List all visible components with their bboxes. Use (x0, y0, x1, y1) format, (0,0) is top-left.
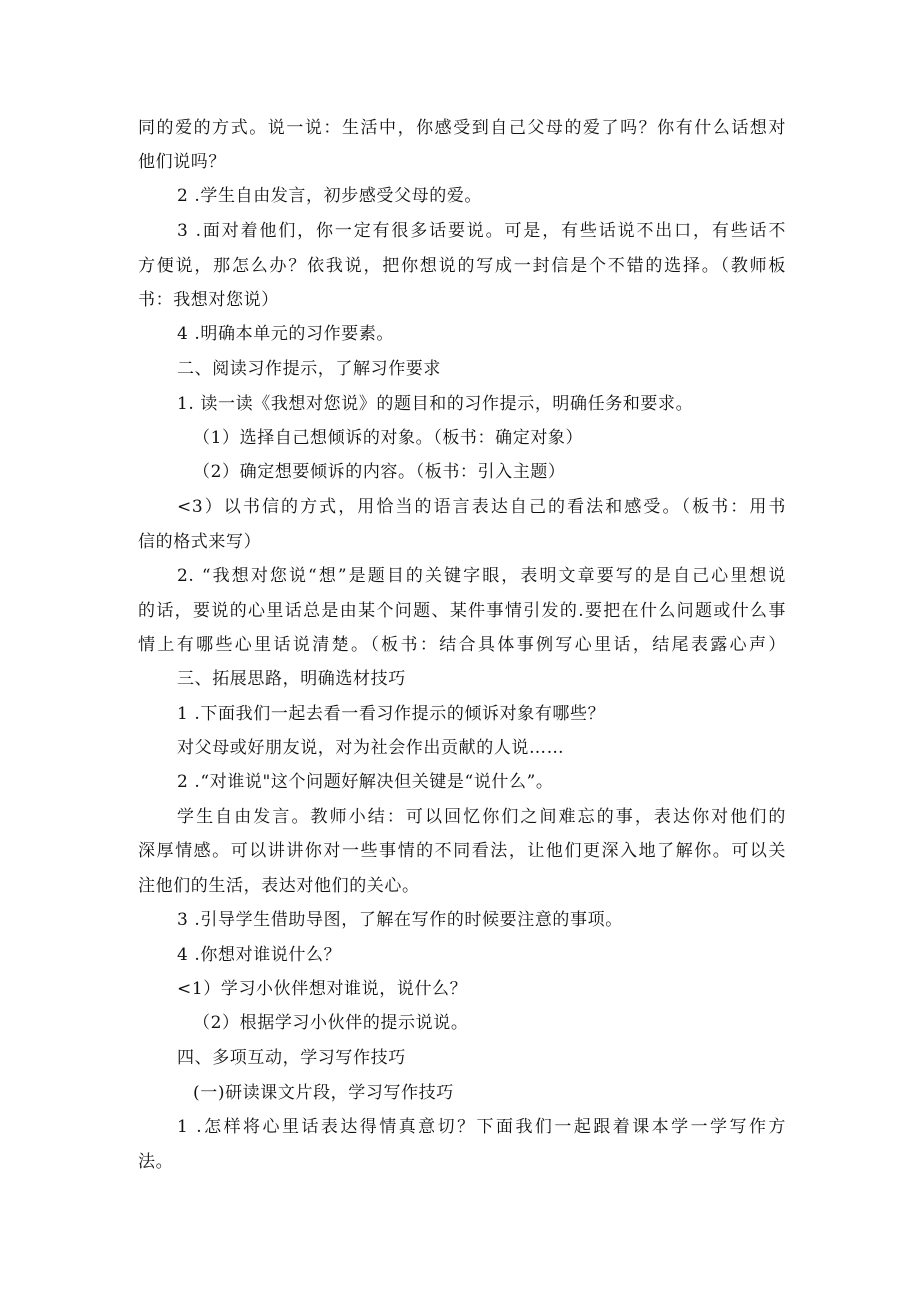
section-heading: 四、多项互动，学习写作技巧 (177, 1048, 406, 1068)
text-line: 1 .下面我们一起去看一看习作提示的倾诉对象有哪些？ (177, 704, 606, 724)
text-line: 信的格式来写） (138, 532, 262, 552)
text-line: 4 .你想对谁说什么？ (177, 945, 342, 965)
text-line: 2 .“对谁说"这个问题好解决但关键是“说什么”。 (177, 772, 554, 792)
text-line: 2 .学生自由发言，初步感受父母的爱。 (177, 186, 483, 206)
text-line: 2. “我想对您说“想”是题目的关键字眼，表明文章要写的是自己心里想说 (177, 566, 786, 586)
text-line: <3）以书信的方式，用恰当的语言表达自己的看法和感受。（板书：用书 (177, 497, 786, 517)
text-line: 他们说吗？ (138, 152, 226, 172)
text-line: 的话，要说的心里话总是由某个问题、某件事情引发的.要把在什么问题或什么事 (138, 601, 786, 621)
section-heading: 三、拓展思路，明确选材技巧 (177, 669, 406, 689)
text-line: 4 .明确本单元的习作要素。 (177, 324, 395, 344)
text-line: 1 .怎样将心里话表达得情真意切？下面我们一起跟着课本学一学写作方 (177, 1117, 786, 1137)
text-line: （2）根据学习小伙伴的提示说说。 (193, 1013, 469, 1033)
text-line: 对父母或好朋友说，对为社会作出贡献的人说…… (177, 738, 565, 758)
section-heading: 二、阅读习作提示，了解习作要求 (177, 359, 441, 379)
text-line: 3 .面对着他们，你一定有很多话要说。可是，有些话说不出口，有些话不 (177, 221, 786, 241)
text-line: 法。 (138, 1152, 174, 1172)
text-line: 情上有哪些心里话说清楚。（板书：结合具体事例写心里话，结尾表露心声） (138, 635, 786, 655)
text-line: 3 .引导学生借助导图，了解在写作的时候要注意的事项。 (177, 910, 623, 930)
text-line: 注他们的生活，表达对他们的关心。 (138, 876, 420, 896)
text-line: <1）学习小伙伴想对谁说，说什么？ (177, 979, 468, 999)
subsection-heading: (一)研读课文片段，学习写作技巧 (193, 1083, 454, 1103)
text-line: 学生自由发言。教师小结：可以回忆你们之间难忘的事，表达你对他们的 (177, 807, 786, 827)
text-line: （1）选择自己想倾诉的对象。（板书：确定对象） (193, 428, 584, 448)
text-line: （2）确定想要倾诉的内容。（板书：引入主题） (193, 462, 566, 482)
text-line: 书：我想对您说） (138, 290, 279, 310)
text-line: 方便说，那怎么办？依我说，把你想说的写成一封信是个不错的选择。（教师板 (138, 256, 786, 276)
text-line: 1. 读一读《我想对您说》的题目和的习作提示，明确任务和要求。 (177, 394, 694, 414)
text-line: 同的爱的方式。说一说：生活中，你感受到自己父母的爱了吗？你有什么话想对 (138, 118, 786, 138)
text-line: 深厚情感。可以讲讲你对一些事情的不同看法，让他们更深入地了解你。可以关 (138, 841, 786, 861)
